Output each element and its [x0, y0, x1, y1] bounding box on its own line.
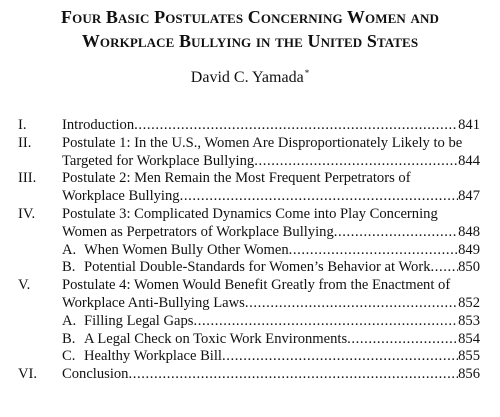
toc-entry-postulate-3[interactable] [18, 206, 480, 224]
toc-dot-leader [347, 331, 458, 349]
table-of-contents [18, 117, 480, 384]
toc-dot-leader [193, 313, 458, 331]
toc-entry-number: B. [62, 259, 76, 276]
toc-dot-leader [180, 188, 459, 206]
toc-entry-page: 852 [458, 294, 480, 311]
toc-entry-page: 850 [458, 259, 480, 276]
toc-entry-number: A. [62, 241, 77, 258]
toc-entry-page: 849 [458, 241, 480, 258]
toc-entry-page: 856 [458, 366, 480, 383]
toc-entry-page: 855 [458, 348, 480, 365]
toc-entry-number: A. [62, 312, 77, 329]
toc-dot-leader [334, 224, 458, 242]
toc-entry-page: 847 [458, 188, 480, 205]
toc-entry-title: Postulate 3: Complicated Dynamics Come into Play Concerning [62, 205, 438, 222]
toc-entry-title: Healthy Workplace Bill [84, 348, 222, 365]
author-name: David C. Yamada [190, 69, 304, 86]
toc-entry-title: A Legal Check on Toxic Work Environments [84, 330, 348, 347]
toc-entry-title: Postulate 4: Women Would Benefit Greatly from the Enactment of [62, 277, 451, 294]
toc-subentry-women-bully-women[interactable] [18, 242, 480, 260]
toc-entry-number: I. [18, 117, 27, 133]
toc-entry-title-continued: Workplace Anti-Bullying Laws [62, 294, 245, 311]
toc-entry-conclusion[interactable] [18, 366, 480, 384]
toc-entry-number: B. [62, 330, 76, 347]
toc-dot-leader [431, 259, 459, 277]
toc-entry-page: 848 [458, 223, 480, 240]
toc-entry-title: Conclusion [62, 366, 129, 383]
toc-dot-leader [254, 153, 458, 171]
toc-entry-page: 854 [458, 330, 480, 347]
toc-subentry-legal-check[interactable] [18, 331, 480, 349]
toc-entry-postulate-4-continued[interactable] [18, 295, 480, 313]
toc-entry-title: Introduction [62, 117, 135, 133]
toc-entry-postulate-2-continued[interactable] [18, 188, 480, 206]
toc-entry-page: 853 [458, 312, 480, 329]
toc-entry-postulate-4[interactable] [18, 277, 480, 295]
toc-subentry-filling-legal-gaps[interactable] [18, 313, 480, 331]
toc-entry-title: When Women Bully Other Women [84, 241, 289, 258]
toc-subentry-healthy-workplace-bill[interactable] [18, 348, 480, 366]
article-title-line-2: Workplace Bullying in the United States [81, 31, 419, 51]
toc-dot-leader [128, 366, 458, 384]
toc-entry-title: Potential Double-Standards for Women’s Behavior at Work [84, 259, 431, 276]
toc-dot-leader [222, 348, 458, 366]
toc-dot-leader [134, 117, 458, 135]
toc-entry-title-continued: Targeted for Workplace Bullying [62, 152, 255, 169]
toc-entry-number: II. [18, 134, 32, 151]
toc-entry-page: 844 [458, 152, 480, 169]
toc-entry-number: C. [62, 348, 76, 365]
toc-entry-title-continued: Women as Perpetrators of Workplace Bullying [62, 223, 334, 240]
toc-entry-number: V. [18, 277, 31, 294]
toc-entry-postulate-1-continued[interactable] [18, 153, 480, 171]
toc-entry-number: VI. [18, 366, 38, 383]
toc-entry-number: IV. [18, 205, 36, 222]
toc-entry-postulate-1[interactable] [18, 135, 480, 153]
author-line [0, 63, 500, 88]
author-footnote-mark: * [304, 68, 310, 78]
toc-entry-number: III. [18, 170, 37, 187]
toc-entry-title-continued: Workplace Bullying [62, 188, 180, 205]
toc-dot-leader [289, 242, 458, 260]
toc-entry-title: Postulate 1: In the U.S., Women Are Disproportionately Likely to be [62, 134, 463, 151]
toc-entry-page: 841 [458, 117, 480, 133]
toc-entry-postulate-3-continued[interactable] [18, 224, 480, 242]
toc-entry-introduction[interactable] [18, 117, 480, 135]
toc-entry-title: Postulate 2: Men Remain the Most Frequent Perpetrators of [62, 170, 411, 187]
toc-entry-title: Filling Legal Gaps [84, 312, 194, 329]
article-title-line-1: Four Basic Postulates Concerning Women and [61, 7, 439, 27]
toc-entry-postulate-2[interactable] [18, 170, 480, 188]
toc-subentry-double-standards[interactable] [18, 259, 480, 277]
toc-dot-leader [245, 295, 458, 313]
